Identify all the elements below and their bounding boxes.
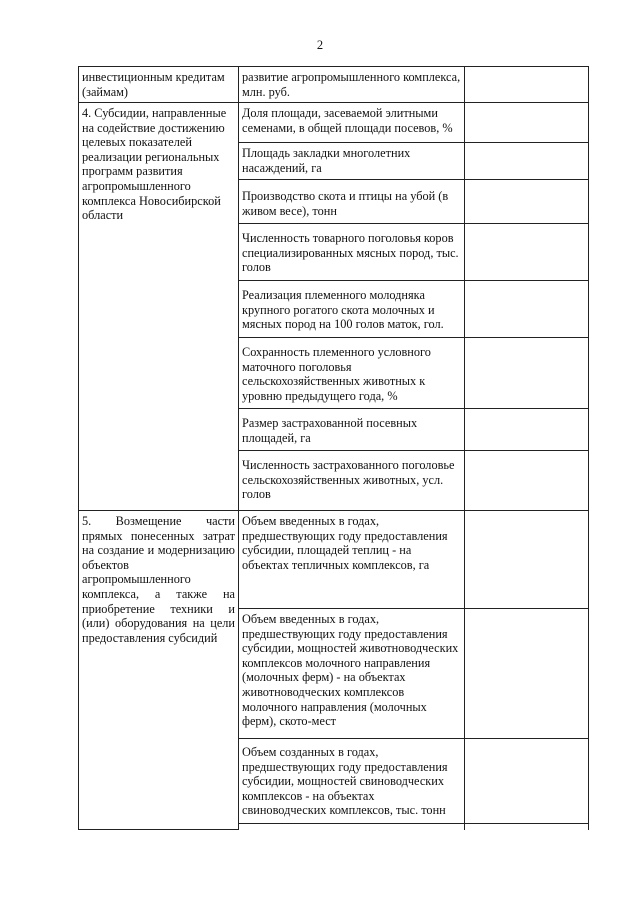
value-cell (465, 739, 589, 824)
value-cell (465, 451, 589, 511)
indicator-cell: Реализация племенного молодняка крупного рогатого скота молочных и мясных пород на 100 голов маток, гол. (239, 281, 465, 338)
indicator-cell: Размер застрахованной посевных площадей, га (239, 409, 465, 451)
value-cell (465, 511, 589, 609)
page-number: 2 (316, 38, 324, 52)
table-row (79, 67, 589, 103)
indicator-cell: Объем созданных в годах, предшествующих году предоставления субсидии, мощностей свиноводческих комплексов - на объектах свиноводческих комплексов, тыс. тонн (239, 739, 465, 824)
subsidy-cell: инвестиционным кредитам (займам) (79, 67, 239, 103)
subsidy-indicators-table (78, 66, 589, 830)
value-cell (465, 824, 589, 830)
value-cell (465, 143, 589, 180)
subsidy-cell: 4. Субсидии, направленные на содействие достижению целевых показателей реализации региональных программ развития агропромышленного комплекса Новосибирской области (79, 103, 239, 511)
indicator-cell: Производство скота и птицы на убой (в живом весе), тонн (239, 180, 465, 224)
value-cell (465, 609, 589, 739)
indicator-cell: Сохранность племенного условного маточного поголовья сельскохозяйственных животных к уровню предыдущего года, % (239, 338, 465, 409)
value-cell (465, 67, 589, 103)
table-row (79, 511, 589, 609)
indicator-cell (239, 824, 465, 830)
value-cell (465, 409, 589, 451)
table-row (79, 103, 589, 143)
indicator-cell: Численность застрахованного поголовье сельскохозяйственных животных, усл. голов (239, 451, 465, 511)
indicator-cell: Объем введенных в годах, предшествующих году предоставления субсидии, мощностей животноводческих комплексов молочного направления (молочных ферм) - на объектах животноводческих комплексов молочного направления (молочных ферм), ското-мест (239, 609, 465, 739)
value-cell (465, 224, 589, 281)
indicator-cell: Объем введенных в годах, предшествующих году предоставления субсидии, площадей теплиц - на объектах тепличных комплексов, га (239, 511, 465, 609)
value-cell (465, 281, 589, 338)
indicator-cell: развитие агропромышленного комплекса, млн. руб. (239, 67, 465, 103)
value-cell (465, 338, 589, 409)
indicator-cell: Численность товарного поголовья коров специализированных мясных пород, тыс. голов (239, 224, 465, 281)
indicator-cell: Доля площади, засеваемой элитными семенами, в общей площади посевов, % (239, 103, 465, 143)
value-cell (465, 103, 589, 143)
indicator-cell: Площадь закладки многолетних насаждений, га (239, 143, 465, 180)
value-cell (465, 180, 589, 224)
subsidy-cell: 5. Возмещение части прямых понесенных затрат на создание и модернизацию объектов агропромышленного комплекса, а также на приобретение техники и (или) оборудования на цели предоставления субсидий (79, 511, 239, 830)
